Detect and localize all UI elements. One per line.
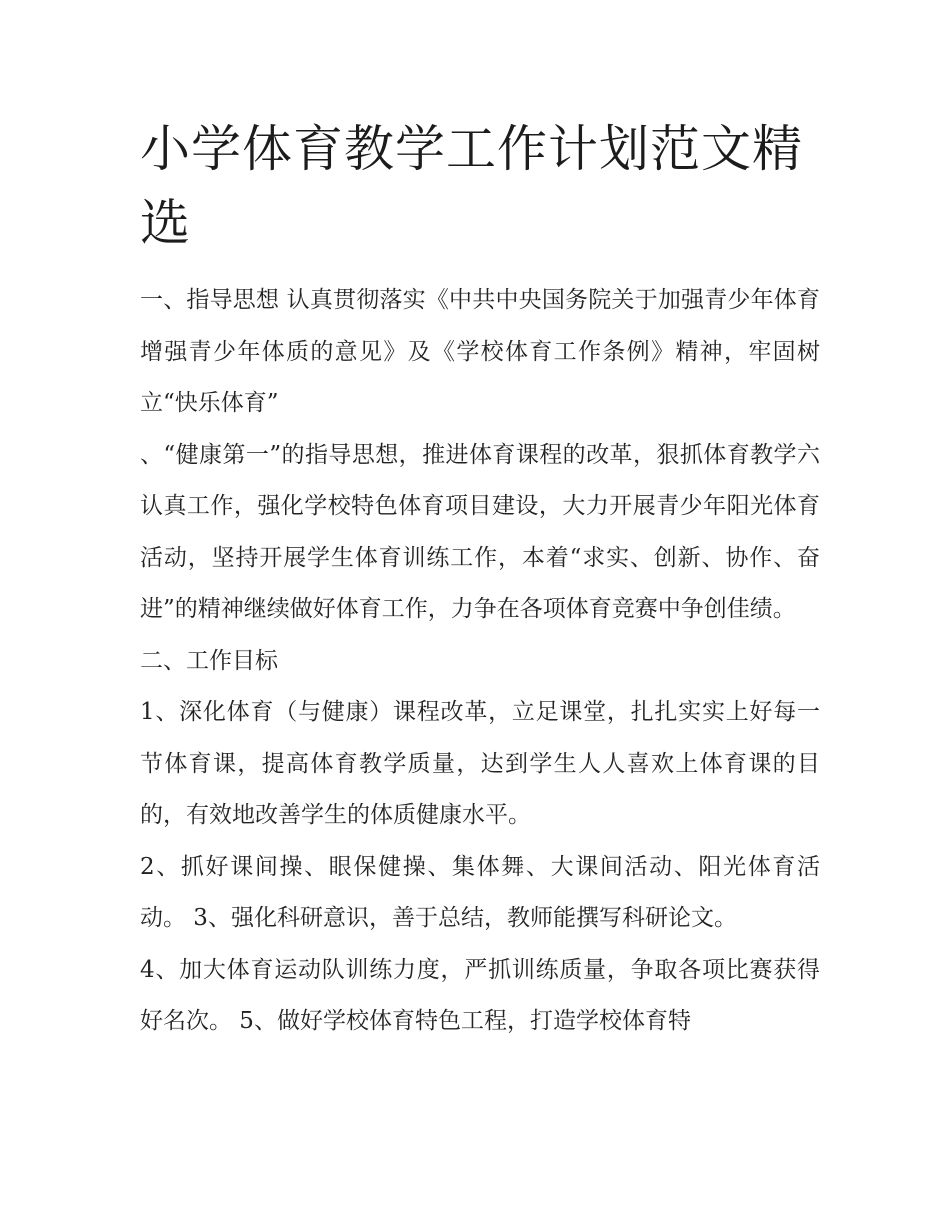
paragraph-goal-4-5: 4、加大体育运动队训练力度，严抓训练质量，争取各项比赛获得好名次。 5、做好学校体育特色工程，打造学校体育特 [140, 956, 820, 1034]
document-title: 小学体育教学工作计划范文精选 [140, 120, 803, 252]
section-heading-work-goals: 二、工作目标 [140, 647, 278, 674]
paragraph-guiding-ideology: 一、指导思想 认真贯彻落实《中共中央国务院关于加强青少年体育增强青少年体质的意见》及《学校体育工作条例》精神，牢固树立“快乐体育” [140, 287, 820, 416]
paragraph-goal-1: 1、深化体育（与健康）课程改革，立足课堂，扎扎实实上好每一节体育课，提高体育教学质量，达到学生人人喜欢上体育课的目的，有效地改善学生的体质健康水平。 [140, 699, 820, 828]
paragraph-guiding-ideology-continued: 、“健康第一”的指导思想，推进体育课程的改革，狠抓体育教学六认真工作，强化学校特色体育项目建设，大力开展青少年阳光体育活动，坚持开展学生体育训练工作，本着“求实、创新、协作、奋进”的精神继续做好体育工作，力争在各项体育竞赛中争创佳绩。 [140, 441, 820, 622]
document-body [140, 275, 820, 1048]
paragraph-goal-2-3: 2、抓好课间操、眼保健操、集体舞、大课间活动、阳光体育活动。 3、强化科研意识，善于总结，教师能撰写科研论文。 [140, 853, 820, 931]
